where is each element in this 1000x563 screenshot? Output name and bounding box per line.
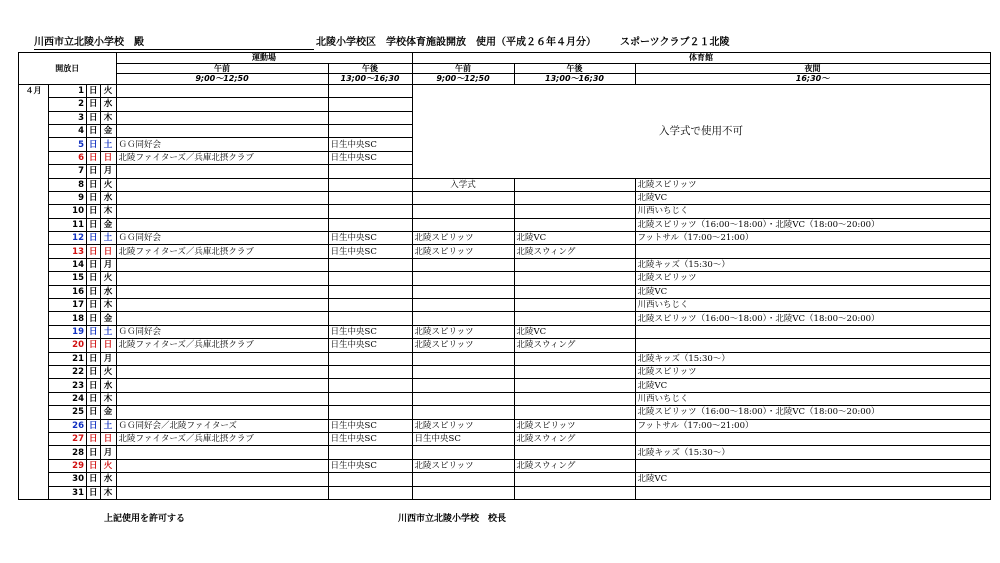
header-row-facility (19, 53, 991, 64)
gym-pm-header: 午後 (514, 63, 635, 74)
gym-night-cell: 北陵スピリッツ (635, 365, 990, 378)
weekday: 日 (100, 151, 116, 164)
field-am-cell: 北陵ファイターズ／兵庫北摂クラブ (116, 245, 328, 258)
weekday: 土 (100, 138, 116, 151)
day-suffix: 日 (87, 205, 101, 218)
gym-pm-cell (514, 205, 635, 218)
day-number: 28 (49, 446, 87, 459)
day-number: 1 (49, 84, 87, 97)
permit-text: 上記使用を許可する (104, 514, 186, 524)
gym-pm-cell (514, 299, 635, 312)
field-pm-cell (328, 218, 412, 231)
day-suffix: 日 (87, 272, 101, 285)
gym-pm-cell (514, 406, 635, 419)
gym-am-cell (412, 258, 514, 271)
field-pm-cell (328, 446, 412, 459)
weekday: 月 (100, 352, 116, 365)
table-row (19, 325, 991, 338)
table-row (19, 379, 991, 392)
gym-am-cell (412, 191, 514, 204)
field-pm-cell (328, 473, 412, 486)
gym-am-cell (412, 205, 514, 218)
field-am-cell (116, 218, 328, 231)
day-suffix: 日 (87, 258, 101, 271)
table-row (19, 406, 991, 419)
day-suffix: 日 (87, 218, 101, 231)
gym-night-cell: フットサル（17:00～21:00） (635, 419, 990, 432)
gym-am-cell (412, 406, 514, 419)
weekday: 土 (100, 232, 116, 245)
weekday: 水 (100, 191, 116, 204)
gym-am-cell (412, 312, 514, 325)
title-text: 北陵小学校区 学校体育施設開放 使用 (316, 37, 496, 48)
weekday: 木 (100, 205, 116, 218)
table-row (19, 459, 991, 472)
day-number: 18 (49, 312, 87, 325)
gym-night-cell: 北陵スピリッツ (635, 272, 990, 285)
field-pm-cell (328, 486, 412, 499)
gym-am-cell: 北陵スピリッツ (412, 419, 514, 432)
gym-pm-cell: 北陵VC (514, 232, 635, 245)
gym-night-cell (635, 245, 990, 258)
gym-night-cell: フットサル（17:00～21:00） (635, 232, 990, 245)
gym-night-header: 夜間 (635, 63, 990, 74)
field-am-cell (116, 392, 328, 405)
field-pm-time: 13;00～16;30 (328, 74, 412, 85)
field-pm-cell: 日生中央SC (328, 151, 412, 164)
gym-am-cell (412, 299, 514, 312)
field-am-cell: ＧＧ同好会 (116, 232, 328, 245)
day-suffix: 日 (87, 432, 101, 445)
weekday: 木 (100, 392, 116, 405)
gym-am-cell: 入学式 (412, 178, 514, 191)
field-am-cell (116, 285, 328, 298)
gym-pm-cell (514, 258, 635, 271)
table-row (19, 486, 991, 499)
day-suffix: 日 (87, 285, 101, 298)
field-pm-cell (328, 84, 412, 97)
field-pm-cell (328, 312, 412, 325)
gym-pm-cell (514, 446, 635, 459)
table-row (19, 245, 991, 258)
table-row (19, 352, 991, 365)
gym-am-cell: 北陵スピリッツ (412, 459, 514, 472)
gym-pm-cell (514, 379, 635, 392)
gym-pm-cell (514, 285, 635, 298)
day-number: 6 (49, 151, 87, 164)
field-am-cell (116, 312, 328, 325)
day-number: 10 (49, 205, 87, 218)
weekday: 日 (100, 245, 116, 258)
gym-am-header: 午前 (412, 63, 514, 74)
weekday: 土 (100, 419, 116, 432)
day-number: 24 (49, 392, 87, 405)
table-row (19, 392, 991, 405)
day-suffix: 日 (87, 138, 101, 151)
field-pm-cell (328, 258, 412, 271)
field-pm-cell (328, 352, 412, 365)
field-am-cell (116, 205, 328, 218)
day-number: 2 (49, 98, 87, 111)
day-suffix: 日 (87, 459, 101, 472)
day-number: 22 (49, 365, 87, 378)
weekday: 木 (100, 486, 116, 499)
field-pm-cell (328, 272, 412, 285)
field-am-cell: 北陵ファイターズ／兵庫北摂クラブ (116, 339, 328, 352)
gym-am-cell: 北陵スピリッツ (412, 325, 514, 338)
day-number: 31 (49, 486, 87, 499)
field-pm-cell (328, 98, 412, 111)
day-number: 11 (49, 218, 87, 231)
weekday: 金 (100, 124, 116, 137)
day-number: 15 (49, 272, 87, 285)
field-am-cell (116, 486, 328, 499)
field-am-cell (116, 178, 328, 191)
gym-night-cell (635, 459, 990, 472)
gym-night-cell: 北陵スピリッツ（16:00～18:00）・北陵VC（18:00～20:00） (635, 312, 990, 325)
schedule-table (18, 52, 991, 500)
field-am-cell: ＧＧ同好会 (116, 325, 328, 338)
field-am-cell (116, 84, 328, 97)
gym-am-cell: 北陵スピリッツ (412, 232, 514, 245)
day-number: 5 (49, 138, 87, 151)
gym-pm-time: 13;00～16;30 (514, 74, 635, 85)
gym-pm-cell (514, 272, 635, 285)
document-title (316, 33, 596, 48)
weekday: 火 (100, 459, 116, 472)
day-number: 17 (49, 299, 87, 312)
gym-night-cell: 北陵スピリッツ（16:00～18:00）・北陵VC（18:00～20:00） (635, 406, 990, 419)
weekday: 月 (100, 446, 116, 459)
field-am-cell: ＧＧ同好会 (116, 138, 328, 151)
field-pm-cell: 日生中央SC (328, 432, 412, 445)
gym-night-cell: 北陵キッズ（15:30～） (635, 352, 990, 365)
gym-night-cell: 北陵スピリッツ（16:00～18:00）・北陵VC（18:00～20:00） (635, 218, 990, 231)
table-row (19, 272, 991, 285)
table-row (19, 365, 991, 378)
table-row (19, 473, 991, 486)
field-am-cell (116, 98, 328, 111)
field-pm-cell (328, 124, 412, 137)
weekday: 火 (100, 272, 116, 285)
table-row (19, 299, 991, 312)
day-number: 8 (49, 178, 87, 191)
gym-pm-cell (514, 191, 635, 204)
day-suffix: 日 (87, 111, 101, 124)
day-suffix: 日 (87, 352, 101, 365)
field-am-cell: ＧＧ同好会／北陵ファイターズ (116, 419, 328, 432)
field-pm-cell (328, 111, 412, 124)
field-pm-cell: 日生中央SC (328, 339, 412, 352)
day-number: 26 (49, 419, 87, 432)
field-pm-cell: 日生中央SC (328, 232, 412, 245)
field-pm-cell (328, 392, 412, 405)
gym-night-cell: 北陵キッズ（15:30～） (635, 446, 990, 459)
table-row (19, 446, 991, 459)
table-row (19, 178, 991, 191)
gym-am-time: 9;00～12;50 (412, 74, 514, 85)
gym-pm-cell: 北陵スウィング (514, 245, 635, 258)
school-name: 川西市立北陵小学校 殿 (34, 33, 314, 50)
field-am-cell (116, 459, 328, 472)
field-pm-cell (328, 165, 412, 178)
weekday: 火 (100, 84, 116, 97)
day-suffix: 日 (87, 124, 101, 137)
gym-pm-cell (514, 312, 635, 325)
field-am-cell (116, 191, 328, 204)
field-header: 運動場 (116, 53, 412, 64)
gym-night-cell (635, 325, 990, 338)
field-am-cell (116, 299, 328, 312)
gym-night-cell (635, 432, 990, 445)
weekday: 金 (100, 406, 116, 419)
gym-pm-cell (514, 218, 635, 231)
field-am-cell (116, 272, 328, 285)
field-am-cell (116, 258, 328, 271)
table-row (19, 218, 991, 231)
gym-night-cell: 北陵キッズ（15:30～） (635, 258, 990, 271)
gym-am-cell (412, 392, 514, 405)
gym-night-cell: 北陵VC (635, 191, 990, 204)
gym-night-cell: 北陵VC (635, 379, 990, 392)
weekday: 水 (100, 473, 116, 486)
day-number: 30 (49, 473, 87, 486)
gym-pm-cell (514, 392, 635, 405)
day-suffix: 日 (87, 339, 101, 352)
weekday: 水 (100, 379, 116, 392)
weekday: 木 (100, 299, 116, 312)
field-am-cell (116, 124, 328, 137)
day-number: 9 (49, 191, 87, 204)
gym-am-cell: 北陵スピリッツ (412, 245, 514, 258)
gym-night-time: 16;30～ (635, 74, 990, 85)
day-suffix: 日 (87, 406, 101, 419)
header-row-period (19, 63, 991, 74)
gym-am-cell (412, 272, 514, 285)
day-suffix: 日 (87, 473, 101, 486)
field-pm-cell: 日生中央SC (328, 459, 412, 472)
day-suffix: 日 (87, 392, 101, 405)
weekday: 日 (100, 432, 116, 445)
field-pm-cell (328, 379, 412, 392)
field-am-cell (116, 473, 328, 486)
gym-am-cell: 日生中央SC (412, 432, 514, 445)
table-row (19, 312, 991, 325)
day-suffix: 日 (87, 178, 101, 191)
day-suffix: 日 (87, 299, 101, 312)
day-number: 19 (49, 325, 87, 338)
table-row (19, 339, 991, 352)
day-suffix: 日 (87, 379, 101, 392)
gym-am-cell (412, 365, 514, 378)
club-name: スポーツクラブ２１北陵 (620, 37, 730, 48)
day-number: 16 (49, 285, 87, 298)
field-pm-cell (328, 205, 412, 218)
table-row (19, 285, 991, 298)
day-suffix: 日 (87, 245, 101, 258)
weekday: 月 (100, 258, 116, 271)
weekday: 木 (100, 111, 116, 124)
gym-pm-cell: 北陵スウィング (514, 459, 635, 472)
day-suffix: 日 (87, 325, 101, 338)
gym-am-cell (412, 218, 514, 231)
gym-pm-cell: 北陵スウィング (514, 432, 635, 445)
day-suffix: 日 (87, 446, 101, 459)
field-am-header: 午前 (116, 63, 328, 74)
gym-am-cell: 北陵スピリッツ (412, 339, 514, 352)
table-row (19, 84, 991, 97)
weekday: 火 (100, 178, 116, 191)
day-number: 14 (49, 258, 87, 271)
field-pm-cell: 日生中央SC (328, 245, 412, 258)
gym-blocked-note: 入学式で使用不可 (412, 84, 990, 178)
gym-pm-cell: 北陵VC (514, 325, 635, 338)
gym-am-cell (412, 352, 514, 365)
day-suffix: 日 (87, 232, 101, 245)
day-number: 20 (49, 339, 87, 352)
weekday: 水 (100, 98, 116, 111)
day-number: 12 (49, 232, 87, 245)
gym-am-cell (412, 379, 514, 392)
table-row (19, 205, 991, 218)
day-suffix: 日 (87, 312, 101, 325)
gym-night-cell: 北陵スピリッツ (635, 178, 990, 191)
day-number: 7 (49, 165, 87, 178)
day-suffix: 日 (87, 419, 101, 432)
field-pm-cell (328, 365, 412, 378)
field-pm-cell (328, 178, 412, 191)
field-am-time: 9;00～12;50 (116, 74, 328, 85)
gym-pm-cell (514, 178, 635, 191)
field-am-cell (116, 111, 328, 124)
day-number: 13 (49, 245, 87, 258)
gym-pm-cell: 北陵スピリッツ (514, 419, 635, 432)
day-number: 3 (49, 111, 87, 124)
gym-am-cell (412, 473, 514, 486)
gym-night-cell: 北陵VC (635, 285, 990, 298)
gym-night-cell (635, 486, 990, 499)
weekday: 火 (100, 365, 116, 378)
table-row (19, 191, 991, 204)
gym-pm-cell (514, 486, 635, 499)
day-number: 25 (49, 406, 87, 419)
gym-night-cell: 川西いちじく (635, 392, 990, 405)
day-suffix: 日 (87, 191, 101, 204)
day-suffix: 日 (87, 84, 101, 97)
principal-text: 川西市立北陵小学校 校長 (398, 514, 507, 524)
table-row (19, 432, 991, 445)
header-row-time (19, 74, 991, 85)
gym-am-cell (412, 446, 514, 459)
field-am-cell (116, 365, 328, 378)
field-pm-cell: 日生中央SC (328, 419, 412, 432)
gym-night-cell: 川西いちじく (635, 299, 990, 312)
weekday: 日 (100, 339, 116, 352)
gym-pm-cell (514, 473, 635, 486)
gym-pm-cell: 北陵スウィング (514, 339, 635, 352)
day-number: 23 (49, 379, 87, 392)
table-row (19, 419, 991, 432)
day-suffix: 日 (87, 165, 101, 178)
field-am-cell (116, 352, 328, 365)
gym-night-cell: 川西いちじく (635, 205, 990, 218)
title-note: （平成２６年４月分） (496, 37, 596, 48)
field-pm-cell (328, 406, 412, 419)
weekday: 土 (100, 325, 116, 338)
day-suffix: 日 (87, 365, 101, 378)
gym-am-cell (412, 486, 514, 499)
gym-night-cell (635, 339, 990, 352)
weekday: 金 (100, 312, 116, 325)
field-pm-cell: 日生中央SC (328, 325, 412, 338)
day-suffix: 日 (87, 98, 101, 111)
field-am-cell (116, 379, 328, 392)
field-pm-cell (328, 299, 412, 312)
field-am-cell (116, 446, 328, 459)
gym-pm-cell (514, 352, 635, 365)
table-row (19, 258, 991, 271)
gym-night-cell: 北陵VC (635, 473, 990, 486)
field-am-cell (116, 165, 328, 178)
table-row (19, 232, 991, 245)
gym-am-cell (412, 285, 514, 298)
weekday: 金 (100, 218, 116, 231)
field-pm-cell (328, 191, 412, 204)
field-am-cell: 北陵ファイターズ／兵庫北摂クラブ (116, 151, 328, 164)
day-number: 4 (49, 124, 87, 137)
field-pm-header: 午後 (328, 63, 412, 74)
field-am-cell (116, 406, 328, 419)
field-pm-cell (328, 285, 412, 298)
open-day-header: 開放日 (19, 53, 117, 85)
weekday: 水 (100, 285, 116, 298)
day-suffix: 日 (87, 151, 101, 164)
day-number: 21 (49, 352, 87, 365)
gym-pm-cell (514, 365, 635, 378)
day-number: 29 (49, 459, 87, 472)
field-am-cell: 北陵ファイターズ／兵庫北摂クラブ (116, 432, 328, 445)
month-cell: ４月 (19, 84, 49, 499)
day-number: 27 (49, 432, 87, 445)
day-suffix: 日 (87, 486, 101, 499)
weekday: 月 (100, 165, 116, 178)
gym-header: 体育館 (412, 53, 990, 64)
field-pm-cell: 日生中央SC (328, 138, 412, 151)
